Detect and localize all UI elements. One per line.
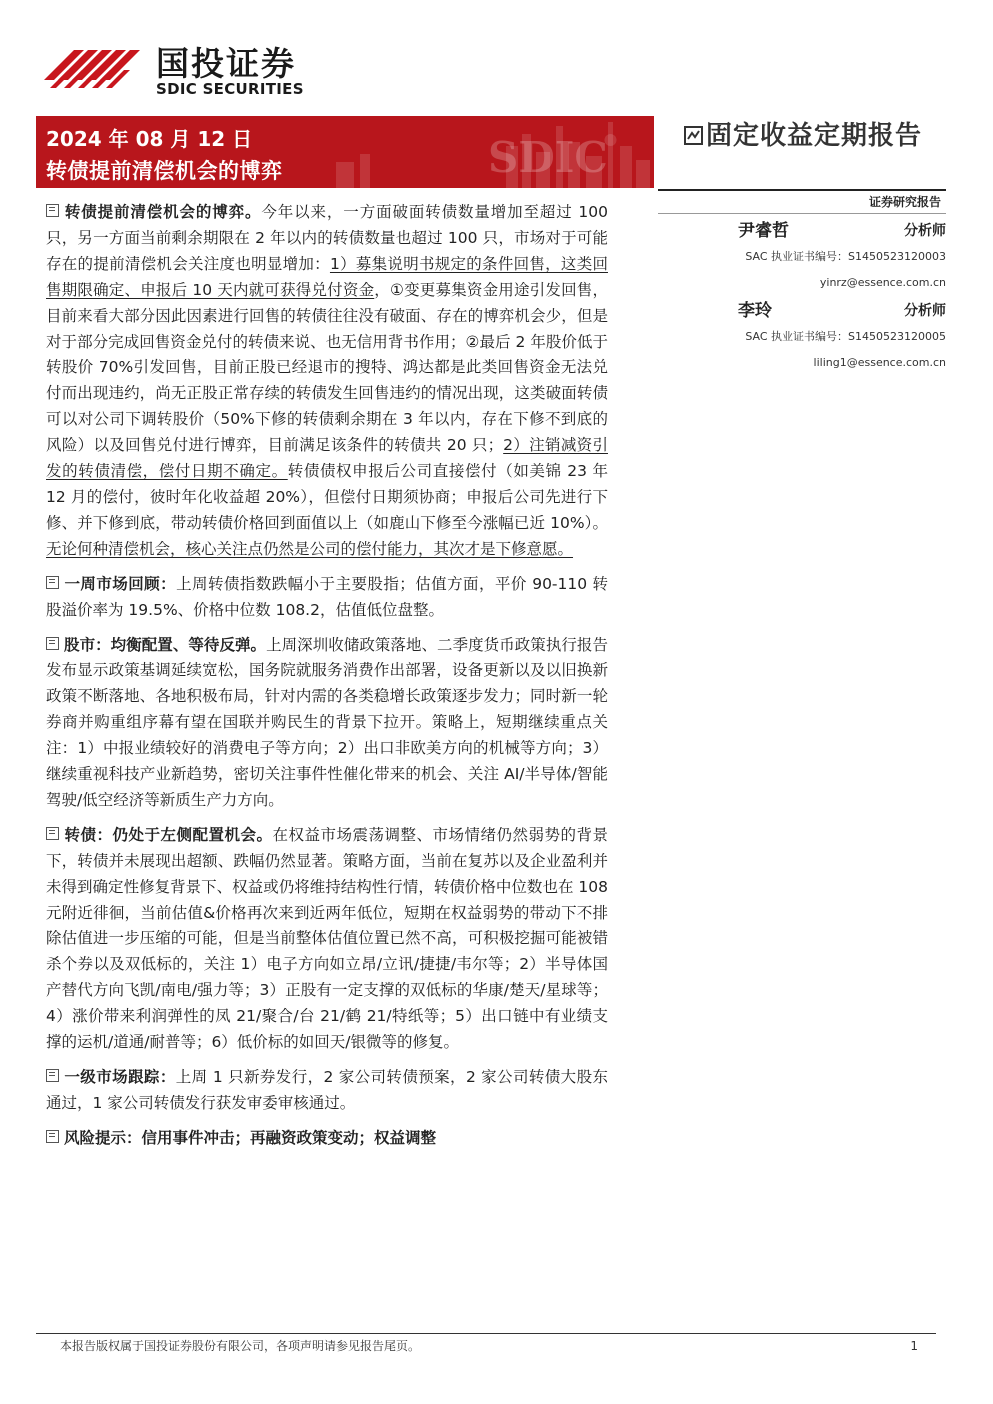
underlined-text: 2）注销减资引发的转债清偿，偿付日期不确定。	[46, 436, 608, 481]
analyst-name: 李玲	[738, 301, 772, 321]
analyst-cert: SAC 执业证书编号：S1450523120003	[745, 250, 946, 263]
analyst-email[interactable]: yinrz@essence.com.cn	[819, 276, 946, 289]
summary-paragraph-stock-market	[46, 633, 608, 814]
summary-paragraph-primary-market	[46, 1065, 608, 1117]
bullet-box-icon	[46, 576, 59, 589]
underlined-text: 无论何种清偿机会，核心关注点仍然是公司的偿付能力，其次才是下修意愿。	[46, 539, 574, 558]
report-body	[46, 200, 608, 1161]
bullet-box-icon	[46, 827, 59, 840]
sidebar-divider-thin	[658, 213, 946, 214]
paragraph-text: 转债债权申报后公司直接偿付（如美锦 23 年 12 月的偿付，彼时年化收益超 20%），但偿付日期须协商；申报后公司先进行下修、并下修到底，带动转债价格回到面值以上（如鹿山下修至今涨幅已近 10%）。	[46, 462, 608, 532]
summary-paragraph-convertible-bonds	[46, 823, 608, 1056]
summary-paragraph-risk-warning	[46, 1126, 608, 1152]
bullet-box-icon	[46, 1130, 59, 1143]
paragraph-text: 上周转债指数跌幅小于主要股指；估值方面，平价 90-110 转股溢价率为 19.5%、价格中位数 108.2，估值低位盘整。	[46, 574, 608, 619]
analyst-role: 分析师	[904, 223, 946, 239]
paragraph-text: 在权益市场震荡调整、市场情绪仍然弱势的背景下，转债并未展现出超额、跌幅仍然显著。策略方面，当前在复苏以及企业盈利并未得到确定性修复背景下、权益或仍将维持结构性行情，转债价格中位数也在 108 元附近徘徊，当前估值&价格再次来到近两年低位，短期在权益弱势的带动下不排除估值进一步压缩的可能，但是当前整体估值位置已然不高，可积极挖掘可能被错杀个券以及双低标的，关注 1）电子方向如立昂/立讯/捷捷/韦尔等；2）半导体国产替代方向飞凯/南电/强力等；3）正股有一定支撑的双低标的华康/楚天/星球等；4）涨价带来利润弹性的凤 21/聚合/台 21/鹤 21/特纸等；5）出口链中有业绩支撑的运机/道通/耐普等；6）低价标的如回天/银微等的修复。	[46, 825, 608, 1052]
analyst-card	[658, 220, 946, 296]
logo-chinese-name: 国投证券	[156, 44, 296, 83]
report-title: 转债提前清偿机会的博弈	[46, 159, 283, 183]
report-subtype: 证券研究报告	[868, 195, 941, 209]
logo-mark-icon	[44, 42, 152, 96]
logo-english-name: SDIC SECURITIES	[156, 80, 304, 98]
page-number: 1	[910, 1339, 918, 1353]
bullet-box-icon	[46, 637, 59, 650]
paragraph-heading: 一周市场回顾：	[64, 574, 177, 593]
footer-disclaimer: 本报告版权属于国投证券股份有限公司，各项声明请参见报告尾页。	[60, 1339, 421, 1353]
footer-divider	[36, 1333, 936, 1334]
bullet-box-icon	[46, 1069, 59, 1082]
paragraph-text: 上周 1 只新券发行，2 家公司转债预案，2 家公司转债大股东通过，1 家公司转债发行获发审委审核通过。	[46, 1068, 608, 1112]
paragraph-heading: 股市：均衡配置、等待反弹。	[64, 635, 267, 654]
analyst-email[interactable]: liling1@essence.com.cn	[813, 356, 946, 369]
paragraph-text: 今年以来，一方面破面转债数量增加至超过 100 只，另一方面当前剩余期限在 2 年以内的转债数量也超过 100 只，市场对于可能存在的提前清偿机会关注度也明显增加：	[46, 203, 608, 273]
paragraph-text: 上周深圳收储政策落地、二季度货币政策执行报告发布显示政策基调延续宽松，国务院就服务消费作出部署，设备更新以及以旧换新政策不断落地、各地积极布局，针对内需的各类稳增长政策逐步发力；同时新一轮券商并购重组序幕有望在国联并购民生的背景下拉开。策略上，短期继续重点关注：1）中报业绩较好的消费电子等方向；2）出口非欧美方向的机械等方向；3）继续重视科技产业新趋势，密切关注事件性催化带来的机会、关注 AI/半导体/智能驾驶/低空经济等新质生产力方向。	[46, 635, 608, 809]
paragraph-heading: 一级市场跟踪：	[64, 1068, 176, 1086]
paragraph-text: ，①变更募集资金用途引发回售，目前来看大部分因此因素进行回售的转债往往没有破面、存在的博弈机会少，但是对于部分完成回售资金兑付的转债来说、也无信用背书作用；②最后 2 年股价低于转股价 70%引发回售，目前正股已经退市的搜特、鸿达都是此类回售资金无法兑付而出现违约，尚无正股正常存续的转债发生回售违约的情况出现，这类破面转债可以对公司下调转股价（50%下修的转债剩余期在 3 年以内，存在下修不到底的风险）以及回售兑付进行博弈，目前满足该条件的转债共 20 只；	[46, 280, 608, 455]
report-type	[684, 120, 922, 152]
banner-watermark-text: SDIC	[488, 133, 608, 182]
sidebar-divider-top	[658, 189, 946, 191]
analyst-cert: SAC 执业证书编号：S1450523120005	[745, 330, 946, 343]
bullet-box-icon	[46, 204, 59, 217]
analyst-name: 尹睿哲	[738, 221, 789, 241]
report-date: 2024 年 08 月 12 日	[46, 127, 253, 151]
line-chart-icon	[684, 126, 703, 145]
paragraph-heading: 转债提前清偿机会的博弈。	[64, 203, 262, 221]
title-banner	[36, 116, 654, 188]
report-type-label: 固定收益定期报告	[706, 121, 923, 151]
company-logo	[44, 40, 344, 100]
paragraph-heading: 风险提示：信用事件冲击；再融资政策变动；权益调整	[64, 1128, 437, 1147]
summary-paragraph-market-review	[46, 572, 608, 624]
underlined-text: 1）募集说明书规定的条件回售，这类回售期限确定、申报后 10 天内就可获得兑付资金	[46, 254, 608, 299]
analyst-role: 分析师	[904, 303, 946, 319]
analyst-card	[658, 300, 946, 376]
paragraph-heading: 转债：仍处于左侧配置机会。	[64, 825, 273, 844]
summary-paragraph-early-redemption	[46, 200, 608, 563]
